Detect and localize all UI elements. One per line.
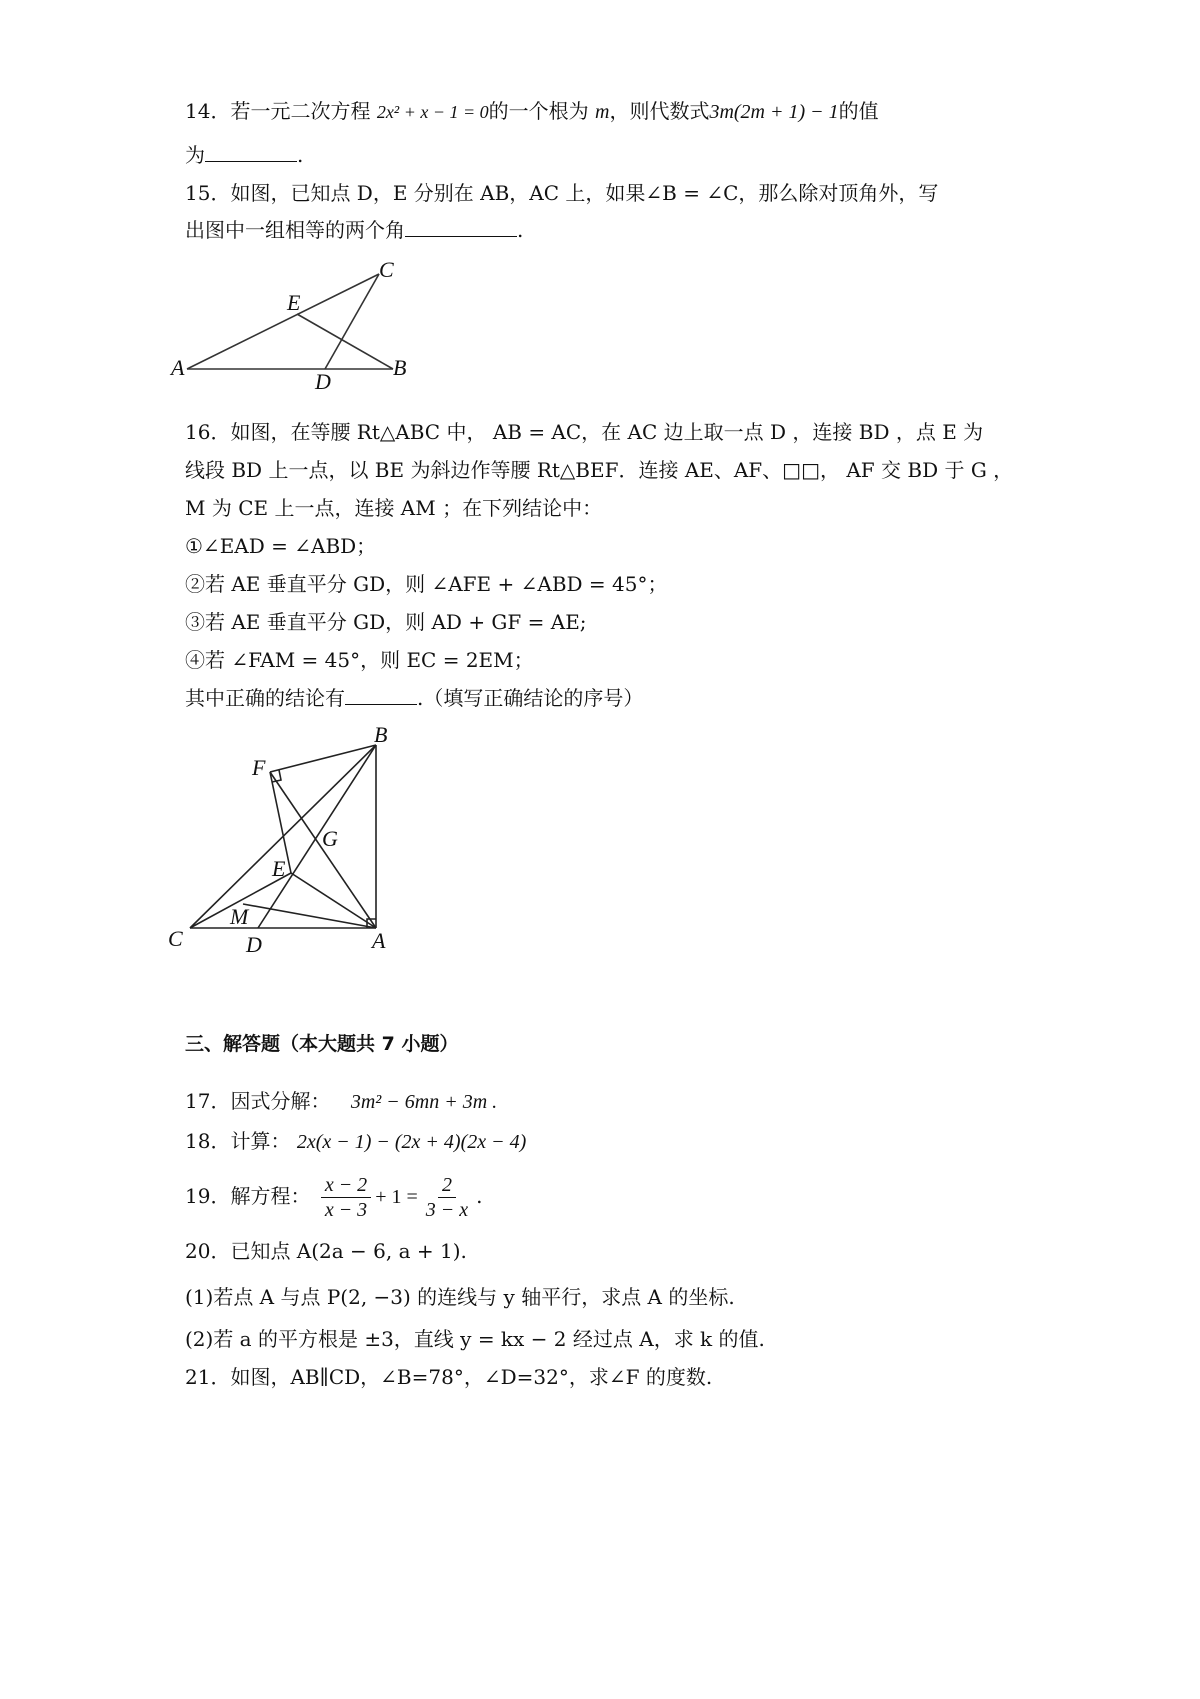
- q14-line2: [185, 141, 303, 169]
- q16-text-2: 线段 BD 上一点，以 BE 为斜边作等腰 Rt△BEF．连接 AE、AF、□□， AF 交 BD 于 G ，: [185, 458, 1014, 482]
- q16-label-d: D: [246, 932, 262, 957]
- q16-conclusion-4: ④若 ∠FAM = 45°，则 EC = 2EM；: [185, 648, 534, 672]
- q14-answer-blank[interactable]: [205, 141, 297, 162]
- q16-line2: [185, 456, 1013, 484]
- q19-middle: + 1 =: [375, 1186, 418, 1208]
- q19-right-numerator: 2: [438, 1173, 456, 1198]
- q15-line2: [185, 216, 523, 244]
- q18-expression: 2x(x − 1) − (2x + 4)(2x − 4): [296, 1131, 527, 1153]
- q14-text-a: 若一元二次方程: [230, 99, 371, 123]
- q19-left-numerator: x − 2: [321, 1173, 371, 1198]
- q21: [185, 1363, 712, 1391]
- q15-label-d: D: [315, 369, 331, 394]
- q15-text-1: 如图，已知点 D，E 分别在 AB，AC 上，如果∠B = ∠C，那么除对顶角外，写: [230, 181, 939, 205]
- q19-number: 19．: [185, 1184, 231, 1208]
- q19-left-fraction: [321, 1173, 371, 1222]
- q15-segment-ac: [187, 274, 379, 369]
- q19-right-denominator: 3 − x: [425, 1199, 469, 1221]
- q16-conclusion-1: ①∠EAD = ∠ABD；: [185, 534, 377, 558]
- q15-line1: [185, 179, 938, 207]
- q14-text-c: ，则代数式: [609, 99, 710, 123]
- q16-ask-text-b: .（填写正确结论的序号）: [417, 686, 644, 710]
- q16-figure: [160, 720, 420, 970]
- q19-end: .: [476, 1184, 483, 1208]
- q16-ask: [185, 684, 643, 712]
- q16-label-b: B: [374, 722, 388, 747]
- q20-part-2: (2)若 a 的平方根是 ±3，直线 y = kx − 2 经过点 A，求 k 的值.: [185, 1327, 765, 1351]
- q16-label-g: G: [322, 826, 338, 851]
- q16-line1: [185, 418, 983, 446]
- q18-text: 计算：: [230, 1129, 291, 1153]
- q16-ask-text-a: 其中正确的结论有: [185, 686, 345, 710]
- q15-label-b: B: [393, 355, 407, 380]
- q19-text: 解方程：: [230, 1184, 311, 1208]
- q18: [185, 1127, 526, 1156]
- q21-number: 21．: [185, 1365, 231, 1389]
- q16-text-1: 如图，在等腰 Rt△ABC 中， AB = AC，在 AC 边上取一点 D ，连接 BD ，点 E 为: [230, 420, 984, 444]
- q14-text-d: 的值: [838, 99, 879, 123]
- section-3-heading: 三、解答题（本大题共 7 小题）: [185, 1033, 459, 1055]
- q19-left-denominator: x − 3: [324, 1199, 368, 1221]
- q16-conclusion-2: ②若 AE 垂直平分 GD，则 ∠AFE + ∠ABD = 45°；: [185, 572, 668, 596]
- q15-text-2: 出图中一组相等的两个角: [185, 218, 405, 242]
- q14-text-e: 为: [185, 143, 205, 167]
- q19: [185, 1168, 482, 1225]
- q14-expression: 3m(2m + 1) − 1: [709, 101, 839, 123]
- q15-text-3: .: [517, 218, 524, 242]
- q17-text: 因式分解：: [230, 1089, 331, 1113]
- q16-segment-fb: [270, 745, 376, 772]
- q15-figure: [165, 255, 425, 395]
- q14-text-f: .: [297, 143, 304, 167]
- q16-answer-blank[interactable]: [345, 684, 417, 705]
- q16-label-f: F: [252, 755, 266, 780]
- q15-number: 15．: [185, 181, 231, 205]
- q16-label-e: E: [272, 856, 286, 881]
- q15-label-e: E: [287, 290, 301, 315]
- q17-expression: 3m² − 6mn + 3m .: [350, 1091, 498, 1113]
- q16-label-m: M: [230, 904, 249, 929]
- q16-conclusion-3: ③若 AE 垂直平分 GD，则 AD + GF = AE;: [185, 610, 587, 634]
- q15-label-a: A: [171, 355, 185, 380]
- q16-line3: [185, 494, 602, 522]
- q20-part-1: (1)若点 A 与点 P(2, −3) 的连线与 y 轴平行，求点 A 的坐标.: [185, 1285, 735, 1309]
- q14-equation: 2x² + x − 1 = 0: [376, 102, 489, 122]
- q17: [185, 1087, 497, 1116]
- q14-number: 14．: [185, 99, 231, 123]
- q16-number: 16．: [185, 420, 231, 444]
- q14-line1: [185, 97, 879, 126]
- q16-label-a: A: [372, 928, 386, 953]
- q20: [185, 1237, 467, 1265]
- q16-label-c: C: [168, 926, 183, 951]
- q15-segment-eb: [297, 314, 393, 369]
- q18-number: 18．: [185, 1129, 231, 1153]
- q21-text: 如图，AB∥CD，∠B=78°，∠D=32°，求∠F 的度数.: [230, 1365, 713, 1389]
- q15-label-c: C: [379, 257, 394, 282]
- q15-answer-blank[interactable]: [405, 216, 517, 237]
- q14-text-b: 的一个根为: [488, 99, 589, 123]
- q20-text: 已知点 A(2a − 6, a + 1).: [230, 1239, 467, 1263]
- q16-text-3: M 为 CE 上一点，连接 AM ；在下列结论中：: [185, 496, 603, 520]
- q14-root: m: [595, 101, 610, 123]
- q20-number: 20．: [185, 1239, 231, 1263]
- q17-number: 17．: [185, 1089, 231, 1113]
- q19-right-fraction: [422, 1173, 472, 1222]
